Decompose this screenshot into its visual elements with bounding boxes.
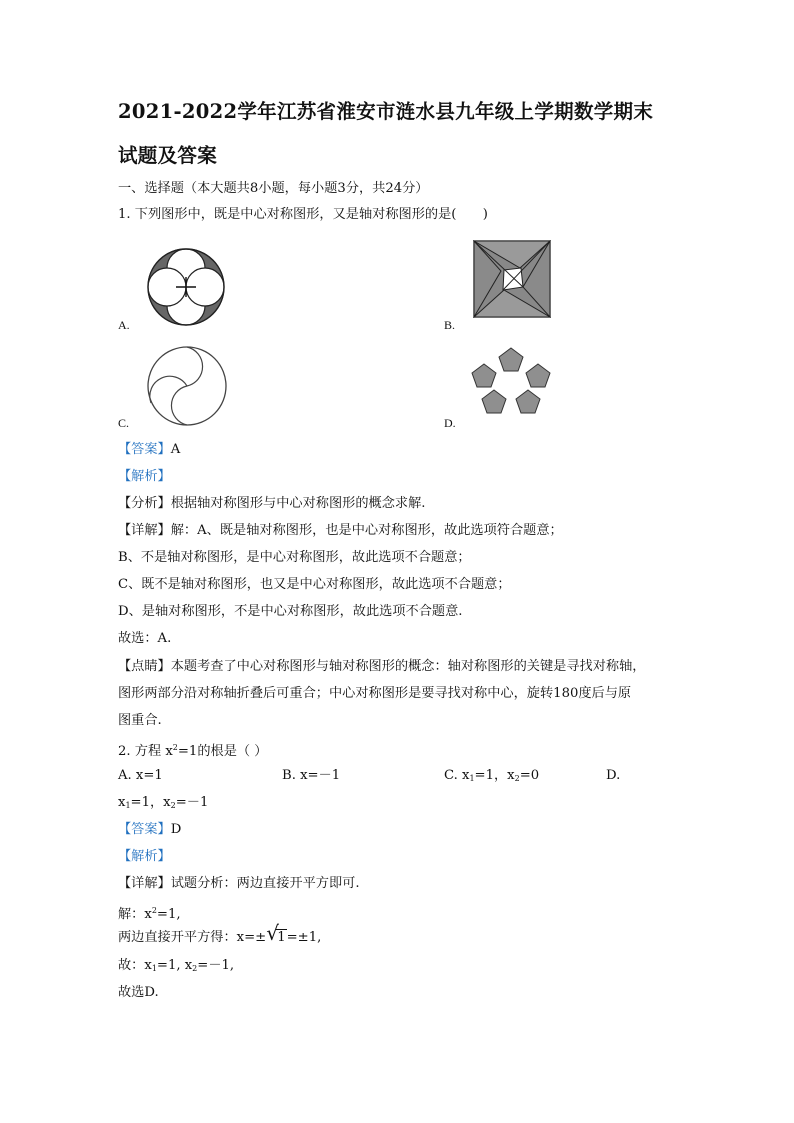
dianjing-text-1: 本题考查了中心对称图形与轴对称图形的概念：轴对称图形的关键是寻找对称轴， — [170, 659, 646, 674]
q2-c-mid: =1，x — [474, 768, 515, 783]
option-c-label: C. — [118, 416, 130, 430]
q2-jie-sup: 2 — [151, 906, 157, 915]
question-2-stem — [118, 740, 267, 760]
q2-answer — [118, 822, 181, 838]
q2-xiangjie-text: 试题分析：两边直接开平方即可. — [170, 876, 360, 891]
q2-option-d-content — [118, 795, 208, 814]
q2-stem-pre: 2. 方程 x — [118, 744, 173, 759]
option-d-label: D. — [444, 416, 456, 430]
q1-answer — [118, 442, 180, 458]
q2-analysis-tag: 【解析】 — [118, 849, 171, 864]
q1-fenxi — [118, 496, 426, 512]
q2-d-a: x — [118, 795, 126, 810]
q2-answer-value: D — [170, 822, 182, 837]
fenxi-tag: 【分析】 — [118, 496, 171, 511]
q1-analysis-tag: 【解析】 — [118, 469, 171, 484]
q1-line-d: D、是轴对称图形，不是中心对称图形，故此选项不合题意. — [118, 604, 463, 619]
q2-answer-tag: 【答案】 — [118, 822, 171, 837]
q1-line-b: B、不是轴对称图形，是中心对称图形，故此选项不合题意； — [118, 550, 471, 565]
q1-dianjing-3: 图重合. — [118, 713, 162, 728]
q2-stem-sup: 2 — [172, 743, 178, 752]
xiangjie-text: 解：A、既是轴对称图形，也是中心对称图形，故此选项符合题意； — [170, 523, 563, 538]
q2-gu-post: =－1, — [197, 958, 235, 973]
q2-c-post: =0 — [519, 768, 540, 783]
q1-dianjing-2: 图形两部分沿对称轴折叠后可重合；中心对称图形是要寻找对称中心，旋转180度后与原 — [118, 686, 632, 701]
page-title-line2: 试题及答案 — [118, 144, 218, 167]
q2-jie-pre: 解：x — [118, 907, 152, 922]
q2-option-b: B. x=－1 — [282, 768, 341, 783]
q2-kaifang-pre: 两边直接开平方得：x=± — [118, 930, 267, 945]
q2-jie — [118, 903, 181, 923]
q1-xiangjie — [118, 523, 563, 539]
q1-conclusion: 故选：A. — [118, 631, 172, 646]
q2-c-pre: C. x — [444, 768, 470, 783]
q2-gu-sub2: 2 — [192, 964, 198, 973]
q2-kaifang — [118, 921, 322, 946]
option-d-figure — [470, 346, 552, 418]
q2-d-sub2: 2 — [170, 801, 176, 810]
xiangjie-tag: 【详解】 — [118, 523, 171, 538]
q2-option-c — [444, 768, 539, 787]
dianjing-tag: 【点睛】 — [118, 659, 171, 674]
q2-xiangjie-tag: 【详解】 — [118, 876, 171, 891]
q2-kaifang-post: =±1, — [286, 930, 322, 945]
q2-gu-sub1: 1 — [151, 964, 157, 973]
q1-line-c: C、既不是轴对称图形，也又是中心对称图形，故此选项不合题意； — [118, 577, 511, 592]
q2-option-d: D. — [606, 768, 621, 783]
question-1-stem: 1. 下列图形中，既是中心对称图形，又是轴对称图形的是( ) — [118, 207, 488, 222]
page-title: 2021-2022学年江苏省淮安市涟水县九年级上学期数学期末 — [118, 100, 654, 123]
fenxi-text: 根据轴对称图形与中心对称图形的概念求解. — [170, 496, 426, 511]
section-heading: 一、选择题（本大题共8小题，每小题3分，共24分） — [118, 181, 429, 196]
q2-c-sub2: 2 — [514, 774, 520, 783]
q1-dianjing — [118, 659, 646, 675]
q2-gu — [118, 958, 234, 977]
q2-xiangjie — [118, 876, 360, 892]
q2-gu-mid: =1, x — [156, 958, 193, 973]
q2-option-a: A. x=1 — [118, 768, 163, 783]
q2-c-sub1: 1 — [469, 774, 475, 783]
q2-d-c: =－1 — [175, 795, 209, 810]
q2-gu-pre: 故：x — [118, 958, 152, 973]
q2-stem-post: =1的根是（ ） — [177, 744, 268, 759]
q2-jie-post: =1, — [156, 907, 181, 922]
q2-d-b: =1，x — [130, 795, 171, 810]
option-b-label: B. — [444, 318, 456, 332]
option-a-label: A. — [118, 318, 130, 332]
answer-tag: 【答案】 — [118, 442, 171, 457]
q2-d-sub1: 1 — [125, 801, 131, 810]
q2-conclusion: 故选D. — [118, 985, 159, 1000]
answer-value: A — [170, 442, 181, 457]
option-a-figure — [145, 246, 227, 328]
sqrt-symbol: √ 1 — [266, 921, 286, 945]
q2-radicand: 1 — [277, 930, 286, 945]
option-b-figure — [473, 240, 551, 318]
option-c-figure — [145, 345, 229, 427]
